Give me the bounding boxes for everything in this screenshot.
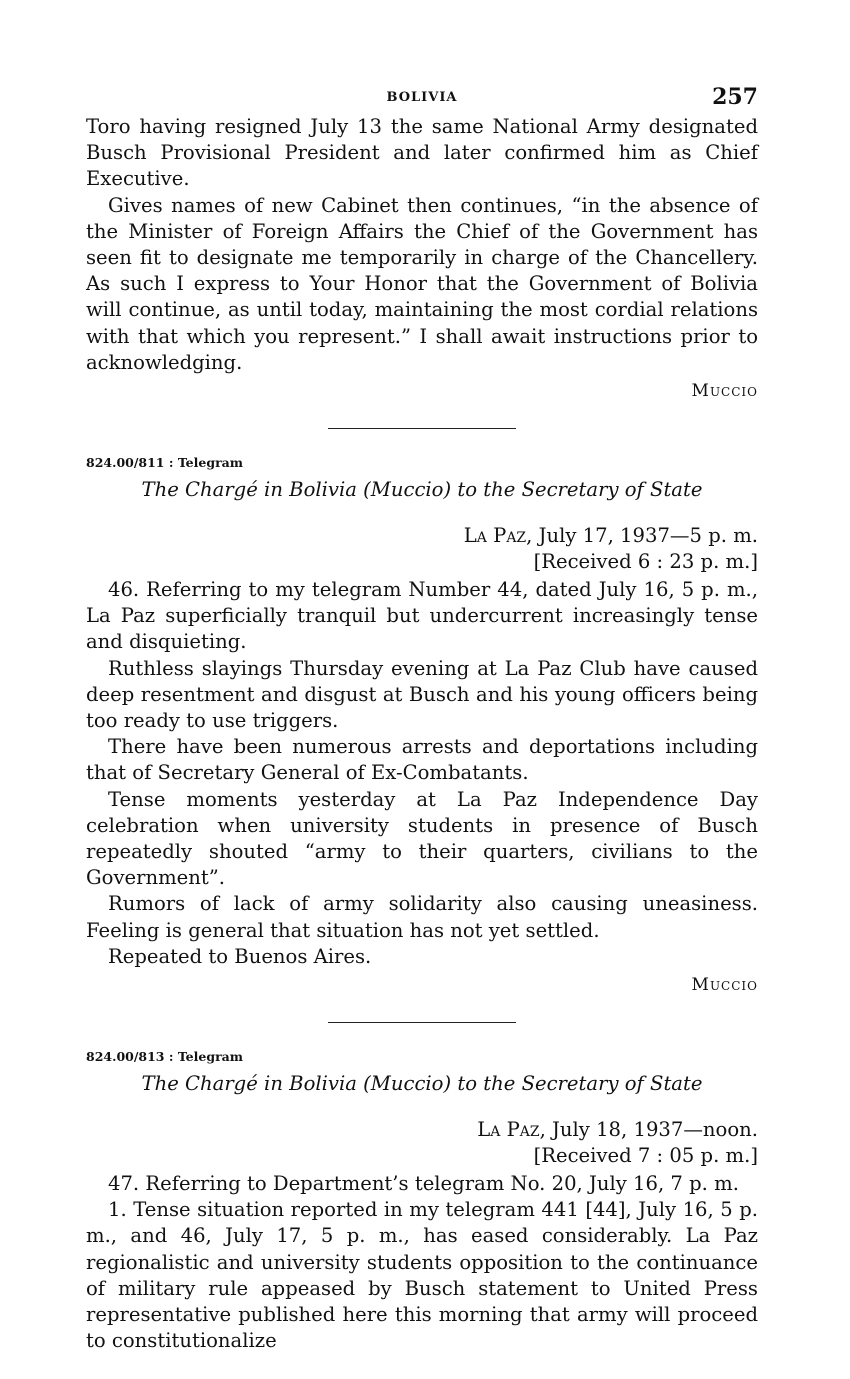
doc2-place: La Paz — [477, 1118, 540, 1142]
doc1-paragraph: 46. Referring to my telegram Number 44, dated July 16, 5 p. m., La Paz superficially tranquil but undercurrent increasingly tense and disquieting. — [86, 578, 758, 654]
doc1-date: , July 17, 1937—5 p. m. — [526, 524, 758, 548]
doc2-title: The Chargé in Bolivia (Muccio) to the Secretary of State — [141, 1072, 703, 1096]
doc1-received: [Received 6 : 23 p. m.] — [533, 550, 758, 574]
section-divider — [328, 1022, 516, 1023]
doc1-paragraph: Repeated to Buenos Aires. — [108, 944, 372, 968]
doc2-file-reference: 824.00/813 : Telegram — [86, 1049, 243, 1065]
doc1-paragraph: Tense moments yesterday at La Paz Independence Day celebration when university students in presence of Busch repeatedly shouted “army to their quarters, civilians to the Government”. — [86, 787, 758, 890]
doc1-file-reference: 824.00/811 : Telegram — [86, 455, 243, 471]
doc2-dateline — [86, 1117, 758, 1143]
doc1-title: The Chargé in Bolivia (Muccio) to the Secretary of State — [141, 478, 703, 502]
doc2-received: [Received 7 : 05 p. m.] — [533, 1144, 758, 1168]
doc1-dateline — [86, 523, 758, 549]
doc1-paragraph: Rumors of lack of army solidarity also causing uneasiness. Feeling is general that situation has not yet settled. — [86, 892, 758, 942]
doc1-paragraph: There have been numerous arrests and deportations including that of Secretary General of Ex-Combatants. — [86, 735, 758, 785]
running-head — [86, 84, 758, 114]
section-divider — [328, 428, 516, 429]
doc1-signature — [86, 972, 758, 998]
intro-paragraph-1: Toro having resigned July 13 the same National Army designated Busch Provisional President and later confirmed him as Chief Executive. — [86, 115, 758, 191]
intro-paragraph-2: Gives names of new Cabinet then continues, “in the absence of the Minister of Foreign Affairs the Chief of the Government has seen fit to designate me temporarily in charge of the Chancellery. As such I express to Your Honor that the Government of Bolivia will continue, as until today, maintaining the most cordial relations with that which you represent.” I shall await instructions prior to acknowledging. — [86, 193, 758, 374]
signature-text: Muccio — [691, 381, 758, 402]
intro-signature — [86, 378, 758, 404]
doc2-date: , July 18, 1937—noon. — [539, 1118, 758, 1142]
document-page — [86, 84, 758, 1355]
running-title: BOLIVIA — [386, 90, 458, 105]
signature-text: Muccio — [691, 975, 758, 996]
doc1-paragraph: Ruthless slayings Thursday evening at La Paz Club have caused deep resentment and disgust at Busch and his young officers being too ready to use triggers. — [86, 656, 758, 733]
doc2-paragraph: 47. Referring to Department’s telegram No. 20, July 16, 7 p. m. — [108, 1172, 739, 1196]
doc1-place: La Paz — [463, 524, 527, 548]
doc2-paragraph: 1. Tense situation reported in my telegram 441 [44], July 16, 5 p. m., and 46, July 17, 5 p. m., has eased considerably. La Paz regionalistic and university students opposition to the continuance of military rule appeased by Busch statement to United Press representative published here this morning that army will proceed to constitutionalize — [86, 1198, 758, 1353]
page-number: 257 — [712, 84, 758, 110]
